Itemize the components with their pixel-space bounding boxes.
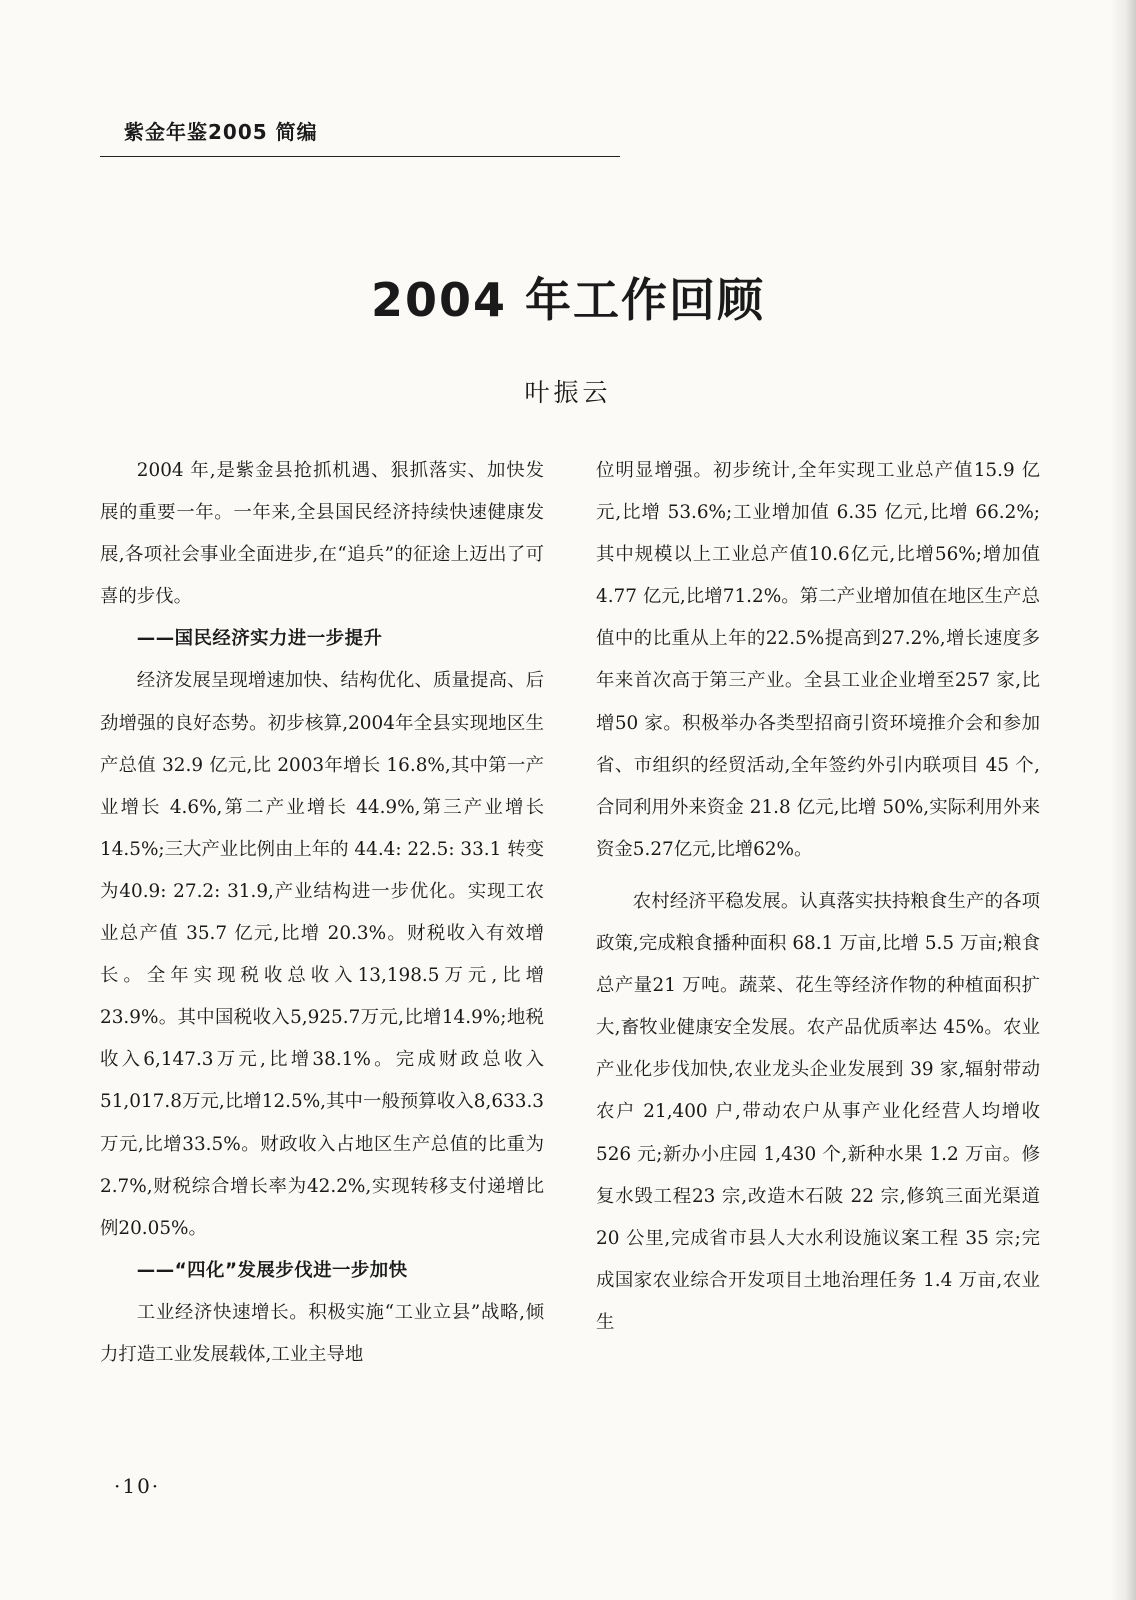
page-edge-shadow [1110, 0, 1136, 1600]
author-name: 叶振云 [524, 378, 612, 407]
header-rule [100, 156, 620, 157]
page-number: ·10· [114, 1474, 161, 1498]
paragraph: 农村经济平稳发展。认真落实扶持粮食生产的各项政策,完成粮食播种面积 68.1 万亩,比增 5.5 万亩;粮食总产量21 万吨。蔬菜、花生等经济作物的种植面积扩大,畜牧业健康安全发展。农产品优质率达 45%。农业产业化步伐加快,农业龙头企业发展到 39 家,辐射带动农户 21,400 户,带动农户从事产业化经营人均增收526 元;新办小庄园 1,430 个,新种水果 1.2 万亩。修复水毁工程23 宗,改造木石陂 22 宗,修筑三面光渠道20 公里,完成省市县人大水利设施议案工程 35 宗;完成国家农业综合开发项目土地治理任务 1.4 万亩,农业生 [596, 890, 1040, 1333]
paragraph: 工业经济快速增长。积极实施“工业立县”战略,倾力打造工业发展载体,工业主导地 [100, 1301, 544, 1365]
paragraph: 经济发展呈现增速加快、结构优化、质量提高、后劲增强的良好态势。初步核算,2004年全县实现地区生产总值 32.9 亿元,比 2003年增长 16.8%,其中第一产业增长 4.6%,第二产业增长 44.9%,第三产业增长 14.5%;三大产业比例由上年的 44.4: 22.5: 33.1 转变为40.9: 27.2: 31.9,产业结构进一步优化。实现工农业总产值 35.7 亿元,比增 20.3%。财税收入有效增长。全年实现税收总收入13,198.5万元,比增 23.9%。其中国税收入5,925.7万元,比增14.9%;地税收入6,147.3万元,比增38.1%。完成财政总收入51,017.8万元,比增12.5%,其中一般预算收入8,633.3万元,比增33.5%。财政收入占地区生产总值的比重为 2.7%,财税综合增长率为42.2%,实现转移支付递增比例20.05%。 [100, 670, 544, 1239]
page-title: 2004 年工作回顾 [370, 273, 766, 327]
right-column [596, 450, 1040, 1344]
paragraph: 位明显增强。初步统计,全年实现工业总产值15.9 亿元,比增 53.6%;工业增加值 6.35 亿元,比增 66.2%;其中规模以上工业总产值10.6亿元,比增56%;增加值4.77 亿元,比增71.2%。第二产业增加值在地区生产总值中的比重从上年的22.5%提高到27.2%,增长速度多年来首次高于第三产业。全县工业企业增至257 家,比增50 家。积极举办各类型招商引资环境推介会和参加省、市组织的经贸活动,全年签约外引内联项目 45 个,合同利用外来资金 21.8 亿元,比增 50%,实际利用外来资金5.27亿元,比增62%。 [596, 460, 1040, 860]
paragraph-gap [596, 871, 1040, 881]
section-heading: ——国民经济实力进一步提升 [136, 628, 383, 650]
running-header [100, 118, 620, 157]
paragraph: 2004 年,是紫金县抢抓机遇、狠抓落实、加快发展的重要一年。一年来,全县国民经济持续快速健康发展,各项社会事业全面进步,在“追兵”的征途上迈出了可喜的步伐。 [100, 460, 544, 608]
header-title: 紫金年鉴2005 简编 [124, 120, 318, 144]
left-column [100, 450, 544, 1376]
section-heading: ——“四化”发展步伐进一步加快 [136, 1259, 408, 1281]
